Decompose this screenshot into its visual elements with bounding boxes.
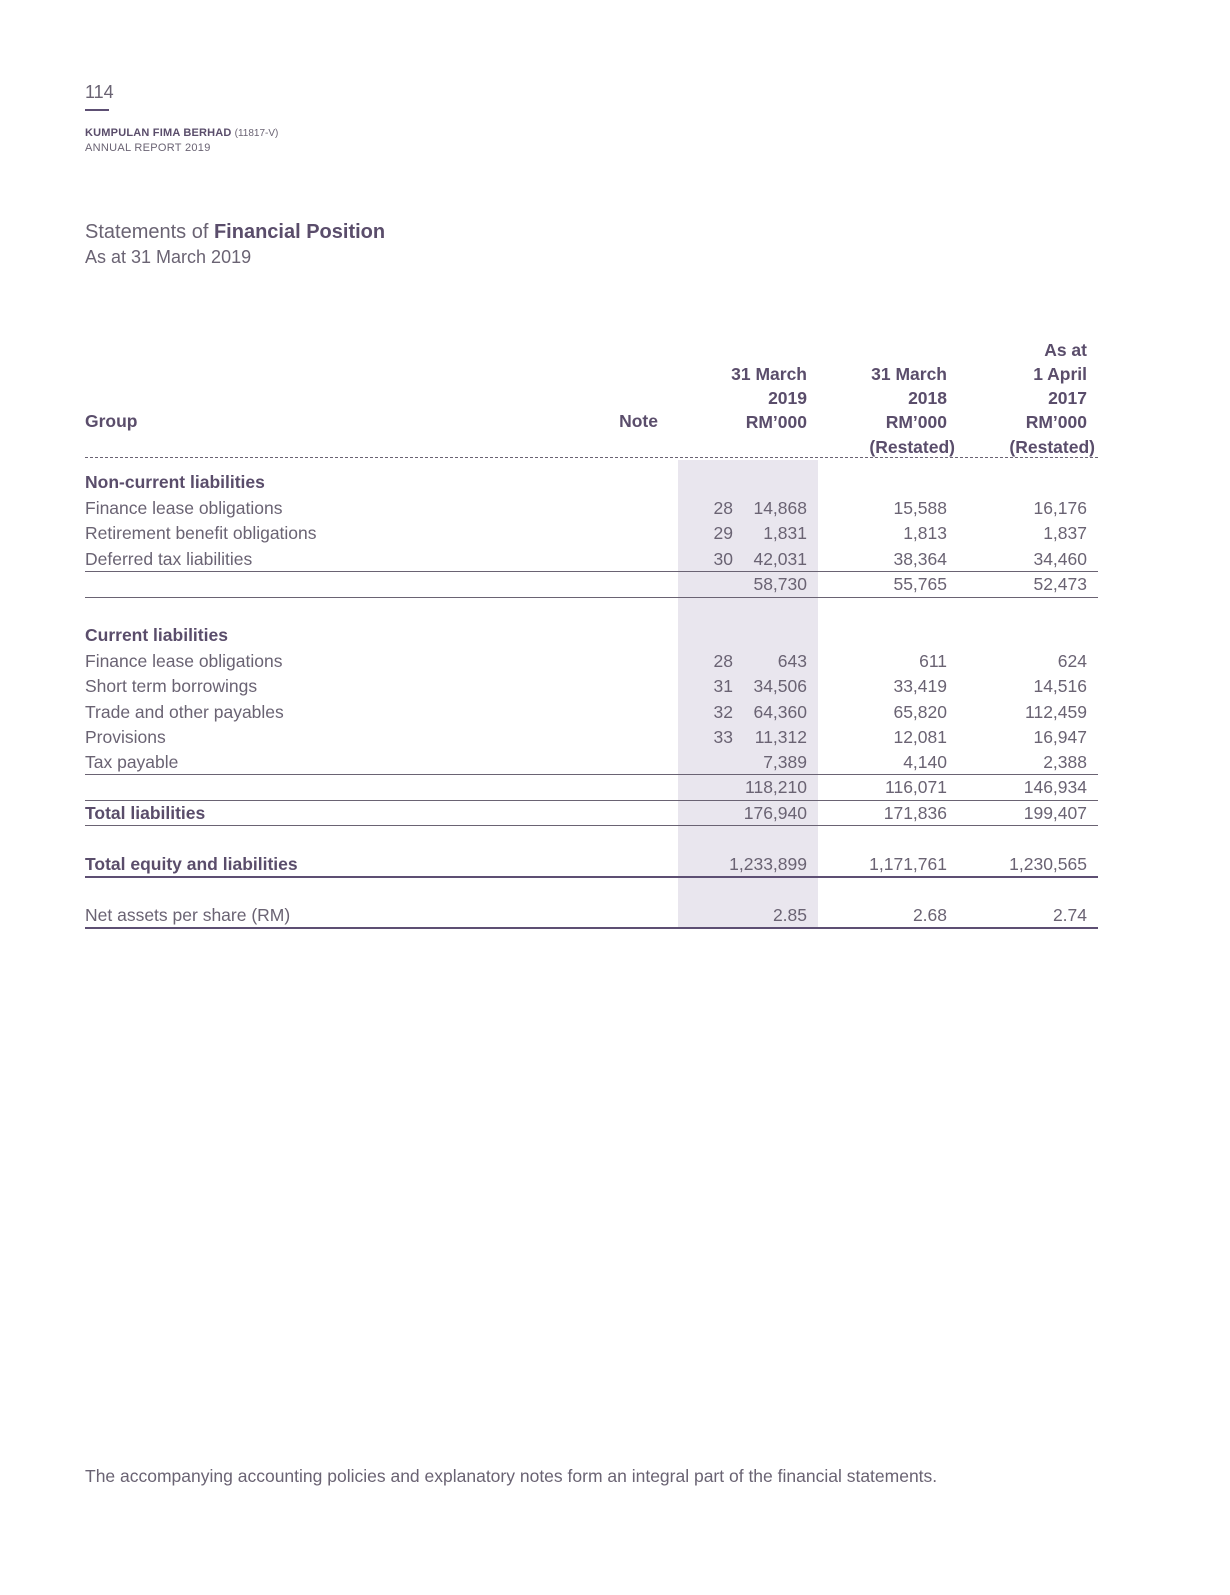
group-header: Group	[85, 411, 138, 431]
non-current-heading: Non-current liabilities	[85, 472, 265, 492]
company-block	[85, 126, 278, 155]
row-label: Provisions	[85, 727, 166, 747]
row-note: 31	[713, 676, 733, 696]
col-2017-header-line2: 2017	[1048, 388, 1087, 408]
total-equity-liabilities-2019: 1,233,899	[729, 854, 807, 874]
total-liabilities-2019: 176,940	[743, 803, 807, 823]
row-note: 28	[713, 651, 733, 671]
row-note: 30	[713, 549, 733, 569]
row-label: Short term borrowings	[85, 676, 258, 696]
statement-title-prefix: Statements of	[85, 221, 209, 243]
subtotal-2018: 55,765	[893, 574, 947, 594]
report-name: ANNUAL REPORT 2019	[85, 142, 211, 154]
page-number: 114	[85, 82, 114, 102]
statement-title	[85, 221, 385, 244]
net-assets-2019: 2.85	[772, 905, 807, 925]
total-liabilities-rule	[85, 825, 1098, 826]
non-current-heading-row	[85, 470, 1098, 495]
subtotal-2018: 116,071	[885, 777, 947, 797]
row-value-2019: 34,506	[753, 676, 807, 696]
row-value-2017: 34,460	[1033, 549, 1087, 569]
col-2019-header-line2: 2019	[768, 388, 807, 408]
net-assets-label: Net assets per share (RM)	[85, 905, 291, 925]
row-note: 28	[713, 498, 733, 518]
col-2017-header-line1: 1 April	[1033, 364, 1087, 384]
col-2018-header-line4: (Restated)	[869, 437, 955, 457]
row-value-2018: 1,813	[903, 523, 947, 543]
col-2018-header-line2: 2018	[908, 388, 947, 408]
row-value-2017: 14,516	[1033, 676, 1087, 696]
header-divider	[85, 457, 1098, 458]
row-value-2017: 624	[1057, 651, 1087, 671]
total-equity-liabilities-row	[85, 852, 1098, 877]
total-liabilities-row	[85, 801, 1098, 826]
col-2017-header-line4: (Restated)	[1009, 437, 1095, 457]
statement-subtitle: As at 31 March 2019	[85, 247, 252, 267]
row-value-2018: 38,364	[893, 549, 947, 569]
col-2017-header	[970, 338, 1087, 434]
col-2017-header-line0: As at	[1044, 340, 1087, 360]
row-label: Finance lease obligations	[85, 498, 283, 518]
total-liabilities-2018: 171,836	[883, 803, 947, 823]
row-value-2019: 1,831	[763, 523, 807, 543]
total-equity-liabilities-2018: 1,171,761	[869, 854, 947, 874]
subtotal-bottom-rule	[85, 597, 1098, 598]
net-assets-rule	[85, 927, 1098, 929]
company-registration: (11817-V)	[234, 128, 279, 139]
row-value-2019: 11,312	[754, 727, 807, 747]
subtotal-2019: 58,730	[753, 574, 807, 594]
row-value-2018: 12,081	[893, 727, 947, 747]
row-label: Deferred tax liabilities	[85, 549, 253, 569]
table-row	[85, 674, 1098, 699]
row-value-2018: 65,820	[893, 702, 947, 722]
row-value-2017: 16,176	[1033, 498, 1087, 518]
current-heading: Current liabilities	[85, 625, 228, 645]
total-liabilities-2017: 199,407	[1023, 803, 1087, 823]
table-row	[85, 750, 1098, 775]
table-row	[85, 496, 1098, 521]
row-value-2018: 15,588	[893, 498, 947, 518]
row-value-2019: 7,389	[763, 752, 807, 772]
footer-note: The accompanying accounting policies and explanatory notes form an integral part of the financial statements.	[85, 1466, 938, 1486]
row-value-2017: 112,459	[1025, 702, 1087, 722]
col-2019-header	[690, 362, 807, 434]
total-equity-liabilities-2017: 1,230,565	[1009, 854, 1087, 874]
row-value-2018: 611	[919, 651, 947, 671]
subtotal-2019: 118,210	[745, 777, 807, 797]
net-assets-2018: 2.68	[912, 905, 947, 925]
row-value-2018: 33,419	[893, 676, 947, 696]
current-subtotal-row	[85, 775, 1098, 800]
non-current-subtotal-row	[85, 572, 1098, 597]
current-heading-row	[85, 623, 1098, 648]
row-note: 29	[713, 523, 733, 543]
row-label: Trade and other payables	[85, 702, 284, 722]
row-label: Tax payable	[85, 752, 179, 772]
row-value-2017: 1,837	[1043, 523, 1087, 543]
row-value-2019: 42,031	[753, 549, 807, 569]
subtotal-2017: 146,934	[1023, 777, 1087, 797]
row-label: Retirement benefit obligations	[85, 523, 317, 543]
row-note: 32	[713, 702, 733, 722]
table-row	[85, 725, 1098, 750]
net-assets-2017: 2.74	[1052, 905, 1087, 925]
row-label: Finance lease obligations	[85, 651, 283, 671]
col-2019-header-line3: RM’000	[745, 412, 807, 432]
col-2017-header-line3: RM’000	[1025, 412, 1087, 432]
note-header: Note	[619, 411, 658, 431]
total-liabilities-label: Total liabilities	[85, 803, 206, 823]
total-equity-liabilities-label: Total equity and liabilities	[85, 854, 298, 874]
col-2018-header	[830, 362, 947, 434]
table-row	[85, 547, 1098, 572]
table-row	[85, 521, 1098, 546]
table-row	[85, 700, 1098, 725]
net-assets-row	[85, 903, 1098, 928]
col-2018-header-line3: RM’000	[885, 412, 947, 432]
statement-title-bold: Financial Position	[213, 221, 386, 243]
row-note: 33	[713, 727, 733, 747]
company-name: KUMPULAN FIMA BERHAD	[85, 127, 232, 139]
total-equity-liabilities-rule	[85, 876, 1098, 878]
table-row	[85, 649, 1098, 674]
col-2018-header-line1: 31 March	[871, 364, 947, 384]
page-number-rule	[85, 109, 109, 111]
row-value-2019: 64,360	[753, 702, 807, 722]
subtotal-2017: 52,473	[1033, 574, 1087, 594]
row-value-2019: 643	[777, 651, 807, 671]
row-value-2017: 16,947	[1033, 727, 1087, 747]
row-value-2017: 2,388	[1043, 752, 1087, 772]
col-2019-header-line1: 31 March	[731, 364, 807, 384]
row-value-2019: 14,868	[753, 498, 807, 518]
row-value-2018: 4,140	[903, 752, 947, 772]
